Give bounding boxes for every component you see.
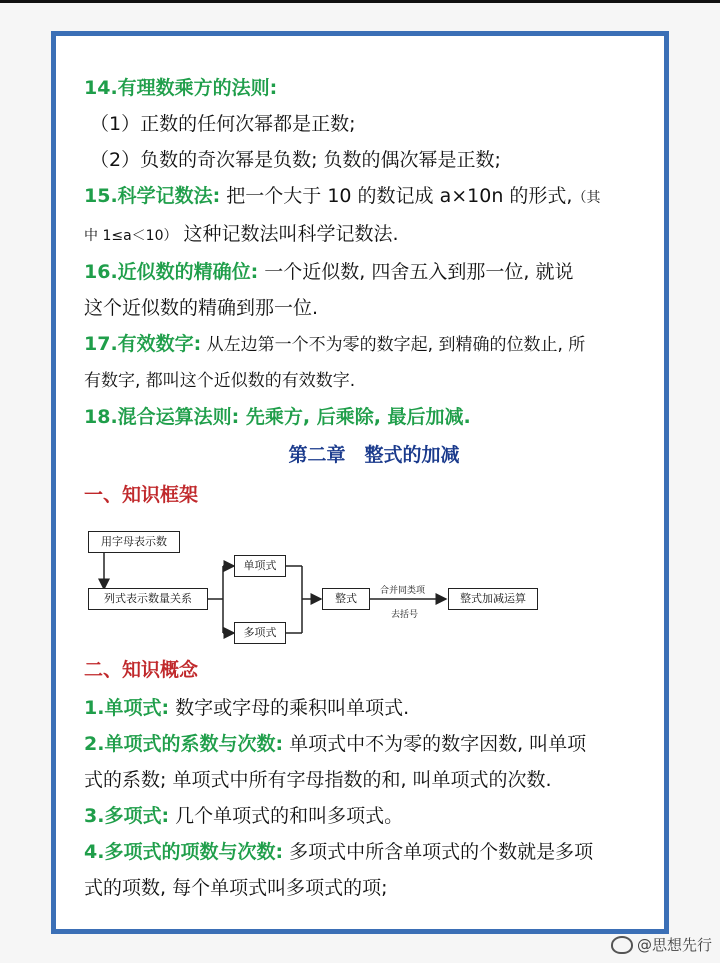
body-text: （2）负数的奇次幂是负数; 负数的偶次幂是正数; (90, 149, 501, 171)
rule-16-cont (84, 290, 644, 326)
body-text: 这种记数法叫科学记数法. (183, 223, 399, 245)
box-letters-represent-numbers: 用字母表示数 (88, 531, 180, 553)
rule-14-item-2 (84, 142, 644, 178)
box-polynomial: 多项式 (234, 622, 286, 644)
body-text: 多项式中所含单项式的个数就是多项 (283, 841, 594, 863)
heading-text: 2.单项式的系数与次数: (84, 733, 284, 755)
body-text: 有数字, 都叫这个近似数的有效数字. (84, 371, 356, 391)
body-text: 几个单项式的和叫多项式。 (169, 805, 404, 827)
heading-text: 3.多项式: (84, 805, 170, 827)
note-text: 中 1≤a＜10） (84, 228, 178, 244)
label-combine-like-terms: 合并同类项 (380, 586, 426, 596)
section-1-title: 一、知识框架 (84, 484, 199, 506)
rule-17 (84, 326, 644, 363)
weibo-icon (611, 936, 633, 954)
knowledge-framework-diagram (84, 521, 644, 646)
heading-text: 14.有理数乘方的法则: (84, 77, 278, 99)
note-text: （其 (572, 190, 601, 206)
box-quantity-relation: 列式表示数量关系 (88, 588, 208, 610)
body-text: 这个近似数的精确到那一位. (84, 297, 319, 319)
body-text: 单项式中不为零的数字因数, 叫单项 (283, 733, 587, 755)
concept-2-cont (84, 762, 644, 798)
heading-text: 15.科学记数法: (84, 185, 221, 207)
concept-3 (84, 798, 644, 834)
body-text: （1）正数的任何次幂都是正数; (90, 113, 356, 135)
concept-2 (84, 726, 644, 762)
rule-17-cont (84, 363, 644, 399)
body-text: 式的项数, 每个单项式叫多项式的项; (84, 877, 388, 899)
document-body (84, 70, 644, 906)
concept-4 (84, 834, 644, 870)
body-text: 从左边第一个不为零的数字起, 到精确的位数止, 所 (201, 335, 586, 355)
box-integral-expression: 整式 (322, 588, 370, 610)
rule-16 (84, 254, 644, 290)
rule-15-cont (84, 216, 644, 254)
rule-14-item-1 (84, 106, 644, 142)
heading-text: 18.混合运算法则: 先乘方, 后乘除, 最后加减. (84, 406, 471, 428)
body-text: 一个近似数, 四舍五入到那一位, 就说 (258, 261, 574, 283)
watermark (611, 934, 712, 955)
heading-text: 1.单项式: (84, 697, 170, 719)
body-text: 式的系数; 单项式中所有字母指数的和, 叫单项式的次数. (84, 769, 552, 791)
rule-14-heading (84, 70, 644, 106)
top-bar (0, 0, 720, 3)
heading-text: 17.有效数字: (84, 333, 202, 355)
heading-text: 16.近似数的精确位: (84, 261, 259, 283)
watermark-text: @思想先行 (636, 936, 712, 954)
label-remove-brackets: 去括号 (391, 610, 419, 620)
rule-15 (84, 178, 644, 216)
concept-1 (84, 690, 644, 726)
rule-18 (84, 399, 644, 435)
body-text: 把一个大于 10 的数记成 a×10n 的形式, (220, 185, 573, 207)
box-addition-subtraction: 整式加减运算 (448, 588, 538, 610)
section-2-title: 二、知识概念 (84, 659, 199, 681)
chapter-title: 第二章 整式的加减 (288, 444, 460, 466)
box-monomial: 单项式 (234, 555, 286, 577)
concept-4-cont (84, 870, 644, 906)
heading-text: 4.多项式的项数与次数: (84, 841, 284, 863)
body-text: 数字或字母的乘积叫单项式. (169, 697, 410, 719)
